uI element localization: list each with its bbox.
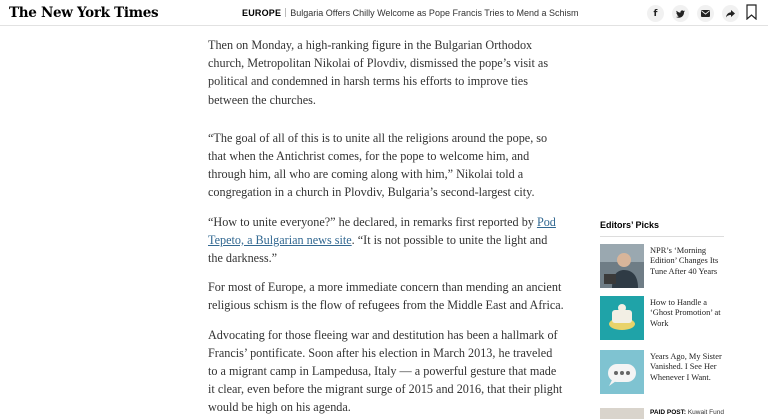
editors-picks xyxy=(600,220,724,382)
editors-pick-item[interactable] xyxy=(600,296,724,340)
article-paragraph xyxy=(208,213,564,268)
facebook-share-button[interactable] xyxy=(647,5,664,22)
breadcrumb-divider xyxy=(285,8,286,17)
article-paragraph: For most of Europe, a more immediate concern than mending an ancient religious schism is the flow of refugees from the Middle East and Africa. xyxy=(208,280,564,313)
pick-thumbnail-radio-host xyxy=(600,244,644,288)
paid-post-label: PAID POST: xyxy=(650,409,686,416)
paragraph-text: . “It is not possible to unite the light and the darkness.” xyxy=(208,232,548,266)
top-bar xyxy=(0,0,768,26)
paid-post-title: Kuwait Fund xyxy=(687,409,724,416)
share-icon xyxy=(726,10,735,18)
paragraph-text: “How to unite everyone?” he declared, in remarks first reported by xyxy=(208,214,537,229)
breadcrumb xyxy=(242,8,579,18)
bookmark-icon[interactable] xyxy=(746,4,757,20)
pick-headline: How to Handle a ‘Ghost Promotion’ at Work xyxy=(650,298,721,328)
paid-post-thumbnail xyxy=(600,408,644,419)
pod-tepeto-link[interactable]: Pod Tepeto, a Bulgarian news site xyxy=(208,214,556,247)
more-share-button[interactable] xyxy=(722,5,739,22)
article-paragraph: Advocating for those fleeing war and destitution has been a hallmark of Francis’ pontificate. Soon after his election in March 2013, he traveled to a migrant camp in Lampedusa, Italy — a powerful gesture that made it clear, even before the migrant surge of 2015 and 2016, that their plight would be high on his agenda. xyxy=(208,327,563,415)
pick-headline: Years Ago, My Sister Vanished. I See Her Whenever I Want. xyxy=(650,352,722,382)
article-paragraph: “The goal of all of this is to unite all the religions around the pope, so that when the Antichrist comes, for the pope to welcome him, and through him, all who are coming along with him,” Nikolai told a congregation in a church in Plovdiv, Bulgaria’s second-largest city. xyxy=(208,130,548,200)
twitter-share-button[interactable] xyxy=(672,5,689,22)
article-headline: Bulgaria Offers Chilly Welcome as Pope Francis Tries to Mend a Schism xyxy=(290,8,579,18)
nyt-logo[interactable]: The New York Times xyxy=(9,5,159,21)
article-body xyxy=(208,36,564,419)
paid-post-text xyxy=(650,409,724,416)
email-share-button[interactable] xyxy=(697,5,714,22)
facebook-icon: f xyxy=(653,8,658,19)
article-paragraph: Then on Monday, a high-ranking figure in the Bulgarian Orthodox church, Metropolitan Nikolai of Plovdiv, dismissed the pope’s visit as political and condemned in harsh terms his efforts to improve ties between the churches. xyxy=(208,38,549,107)
pick-thumbnail-ghost-promotion xyxy=(600,296,644,340)
editors-pick-item[interactable] xyxy=(600,244,724,288)
paid-post[interactable] xyxy=(600,408,724,419)
section-link[interactable]: EUROPE xyxy=(242,8,282,18)
pick-headline: NPR’s ‘Morning Edition’ Changes Its Tune After 40 Years xyxy=(650,246,719,276)
twitter-icon xyxy=(676,10,685,18)
email-icon xyxy=(701,10,710,17)
pick-thumbnail-sister xyxy=(600,350,644,394)
editors-picks-title: Editors’ Picks xyxy=(600,220,724,237)
editors-pick-item[interactable] xyxy=(600,350,724,394)
